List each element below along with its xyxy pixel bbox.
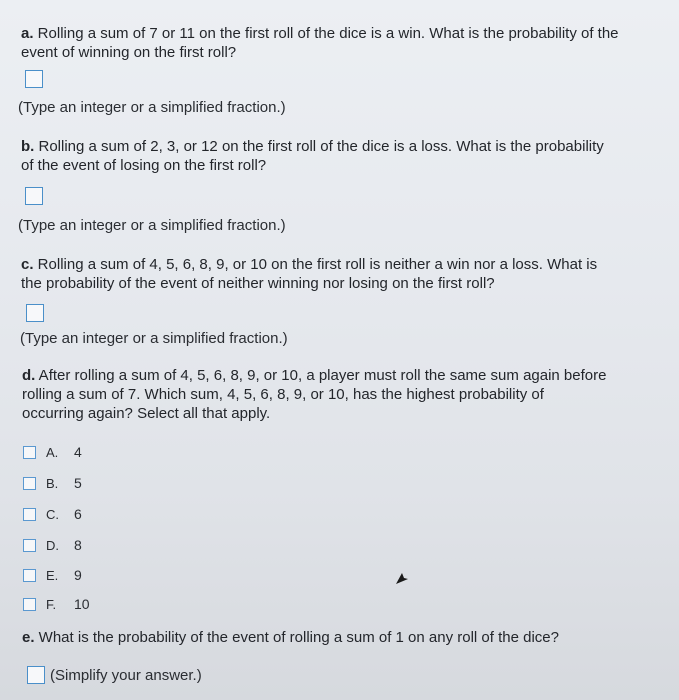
option-c-value: 6	[74, 506, 82, 522]
option-a-checkbox[interactable]	[23, 446, 36, 459]
option-c-letter: C.	[46, 506, 59, 522]
option-b-checkbox[interactable]	[23, 477, 36, 490]
question-d-line1: After rolling a sum of 4, 5, 6, 8, 9, or 10, a player must roll the same sum again before	[35, 367, 607, 384]
option-c[interactable]	[23, 505, 82, 523]
question-c	[21, 255, 671, 293]
question-d-line2: rolling a sum of 7. Which sum, 4, 5, 6, 8, 9, or 10, has the highest probability of	[22, 386, 544, 403]
question-e-letter: e.	[22, 629, 35, 646]
question-b-line1: Rolling a sum of 2, 3, or 12 on the first roll of the dice is a loss. What is the probability	[34, 138, 604, 155]
option-b-value: 5	[74, 475, 82, 491]
question-c-letter: c.	[21, 256, 34, 273]
answer-c-hint: (Type an integer or a simplified fraction.)	[20, 330, 288, 347]
question-c-line1: Rolling a sum of 4, 5, 6, 8, 9, or 10 on the first roll is neither a win nor a loss. What is	[33, 256, 598, 273]
option-b-letter: B.	[46, 475, 59, 491]
question-a-letter: a.	[21, 25, 34, 42]
option-b[interactable]	[23, 474, 82, 492]
question-e	[22, 628, 672, 647]
question-a-line1: Rolling a sum of 7 or 11 on the first roll of the dice is a win. What is the probability of the	[33, 25, 619, 42]
option-a-value: 4	[74, 444, 82, 460]
option-c-checkbox[interactable]	[23, 508, 36, 521]
question-d-letter: d.	[22, 367, 36, 384]
question-c-line2: the probability of the event of neither winning nor losing on the first roll?	[21, 275, 495, 292]
question-b-letter: b.	[21, 138, 35, 155]
question-b-line2: of the event of losing on the first roll?	[21, 157, 267, 174]
mouse-cursor-icon	[395, 571, 409, 585]
option-e-letter: E.	[46, 567, 59, 583]
answer-b-hint: (Type an integer or a simplified fraction.)	[18, 217, 286, 234]
option-f-letter: F.	[46, 596, 57, 612]
option-a-letter: A.	[46, 444, 59, 460]
option-e-checkbox[interactable]	[23, 569, 36, 582]
option-a[interactable]	[23, 443, 82, 461]
answer-c-input[interactable]	[26, 304, 44, 322]
answer-a-input[interactable]	[25, 70, 43, 88]
answer-b-input[interactable]	[25, 187, 43, 205]
option-f[interactable]	[23, 595, 90, 613]
option-d-value: 8	[74, 537, 82, 553]
option-e-value: 9	[74, 567, 82, 583]
option-d[interactable]	[23, 536, 82, 554]
answer-e-input[interactable]	[27, 666, 45, 684]
option-e[interactable]	[23, 566, 82, 584]
question-b	[21, 137, 671, 175]
question-e-line1: What is the probability of the event of rolling a sum of 1 on any roll of the dice?	[34, 629, 559, 646]
option-d-checkbox[interactable]	[23, 539, 36, 552]
option-d-letter: D.	[46, 537, 59, 553]
question-d	[22, 366, 672, 423]
question-a	[21, 24, 671, 62]
question-a-line2: event of winning on the first roll?	[21, 44, 237, 61]
answer-e-hint: (Simplify your answer.)	[50, 667, 202, 684]
option-f-value: 10	[74, 596, 90, 612]
question-d-line3: occurring again? Select all that apply.	[22, 405, 271, 422]
answer-a-hint: (Type an integer or a simplified fraction.)	[18, 99, 286, 116]
option-f-checkbox[interactable]	[23, 598, 36, 611]
